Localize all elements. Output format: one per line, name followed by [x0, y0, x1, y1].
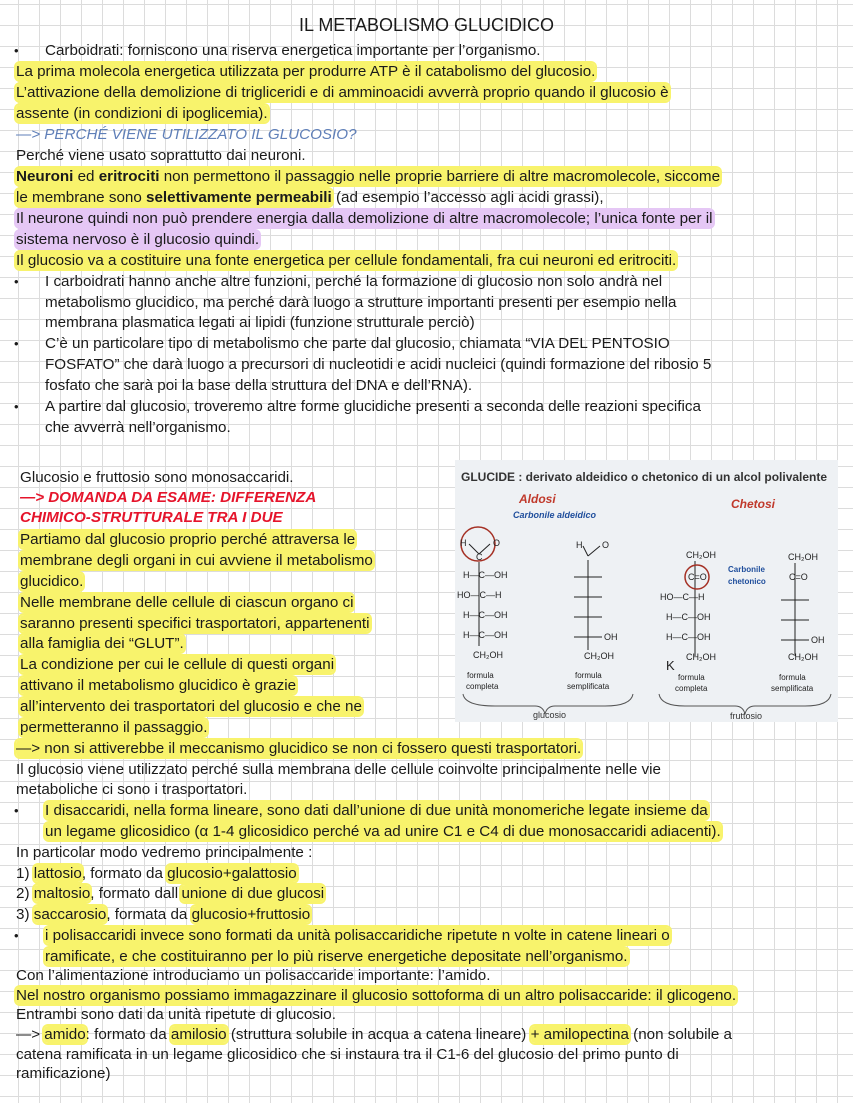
question-heading: —> PERCHÉ VIENE UTILIZZATO IL GLUCOSIO?: [16, 126, 357, 143]
label-carbonile-aldeidico: Carbonile aldeidico: [513, 510, 597, 520]
atom-label: OH: [811, 635, 825, 645]
atom-label: CH₂OH: [686, 550, 716, 560]
bullet-marker: •: [14, 274, 19, 289]
formula-label: formula: [575, 671, 602, 680]
paragraph-glucosio-1: Partiamo dal glucosio proprio perché attraversa le: [20, 531, 356, 548]
term-maltosio: maltosio: [33, 885, 91, 902]
list-item-maltosio: [16, 884, 324, 903]
paragraph-atp: La prima molecola energetica utilizzata per produrre ATP è il catabolismo del glucosio.: [16, 63, 596, 80]
atom-label: C=O: [688, 572, 707, 582]
bullet-glucidiche-1: A partire dal glucosio, troveremo altre forme glucidiche presenti a seconda delle reazioni specifica: [45, 398, 701, 415]
atom-label: H—C—OH: [666, 612, 711, 622]
paragraph-glucosio-3: glucidico.: [20, 573, 84, 590]
text-fragment: ed: [73, 168, 99, 185]
atom-label: H: [460, 538, 467, 548]
bullet-polisaccaridi-1: i polisaccaridi invece sono formati da unità polisaccaridiche ripetute n volte in catene lineari o: [45, 927, 670, 944]
paragraph-neuroni-1: [16, 167, 720, 186]
k-mark: K: [666, 658, 675, 673]
paragraph-glicogeno: Nel nostro organismo possiamo immagazzinare il glucosio sottoforma di un altro polisaccaride: il glicogeno.: [16, 987, 737, 1004]
list-number: 1): [16, 865, 34, 882]
text-fragment: non permettono il passaggio nelle proprie barriere di altre macromolecole, siccome: [159, 168, 721, 185]
text-fragment: , formata da: [106, 906, 192, 923]
term-unione-glucosi: unione di due glucosi: [181, 885, 325, 902]
atom-label: H—C—OH: [463, 630, 508, 640]
text-fragment: : formato da: [85, 1026, 171, 1043]
bullet-marker: •: [14, 336, 19, 351]
text-fragment: , formato dall’: [90, 885, 182, 902]
label-carbonile: Carbonile: [728, 565, 765, 574]
paragraph-glut-2: saranno presenti specifici trasportatori, appartenenti: [20, 615, 370, 632]
arrow-text: —>: [16, 1026, 45, 1043]
bullet-marker: •: [14, 399, 19, 414]
text-fragment: , formato da: [81, 865, 168, 882]
term-saccarosio: saccarosio: [33, 906, 107, 923]
atom-label: C=O: [789, 572, 808, 582]
paragraph-carboidrati: Carboidrati: forniscono una riserva energetica importante per l’organismo.: [45, 42, 541, 59]
paragraph-ramificazione: ramificazione): [16, 1065, 111, 1082]
completa-label: completa: [675, 684, 708, 693]
paragraph-trasportatori: —> non si attiverebbe il meccanismo glucidico se non ci fossero questi trasportatori.: [16, 740, 582, 757]
page-title: IL METABOLISMO GLUCIDICO: [298, 15, 555, 35]
atom-label: OH: [604, 632, 618, 642]
label-chetosi: Chetosi: [731, 497, 776, 511]
bond: [583, 546, 588, 556]
paragraph-vie-metaboliche-2: metaboliche ci sono i trasportatori.: [16, 781, 248, 798]
text-fragment: (struttura solubile in acqua a catena lineare): [226, 1026, 531, 1043]
text-fragment: (non solubile a: [628, 1026, 732, 1043]
atom-label: CH₂OH: [788, 552, 818, 562]
atom-label: O: [493, 538, 501, 548]
atom-label: H—C—OH: [666, 632, 711, 642]
atom-label: HO—C—H: [457, 590, 502, 600]
bullet-marker: •: [14, 803, 19, 818]
paragraph-condizione-1: La condizione per cui le cellule di questi organi: [20, 656, 335, 673]
bullet-disaccaridi-2: un legame glicosidico (α 1-4 glicosidico perché va ad unire C1 e C4 di due monosaccaridi adiacenti).: [45, 823, 721, 840]
paragraph-unita-ripetute: Entrambi sono dati da unità ripetute di glucosio.: [16, 1006, 336, 1023]
label-glucosio: glucosio: [533, 710, 567, 720]
glucide-figure: [455, 460, 838, 722]
paragraph-attivazione-2: assente (in condizioni di ipoglicemia).: [16, 105, 268, 122]
atom-label: H—C—OH: [463, 610, 508, 620]
bullet-polisaccaridi-2: ramificate, e che costituiranno per lo più riserve energetiche depositate nell’organismo.: [45, 948, 628, 965]
term-eritrociti: eritrociti: [98, 168, 160, 185]
paragraph-attivazione-1: L’attivazione della demolizione di trigliceridi e di amminoacidi avverrà proprio quando il glucosio è: [16, 84, 669, 101]
paragraph-glut-3: alla famiglia dei “GLUT”.: [20, 635, 184, 652]
glucide-diagram: [455, 460, 838, 722]
bullet-carboidrati-2: metabolismo glucidico, ma perché darà luogo a strutture importanti presenti per esempio nella: [45, 294, 677, 311]
fructose-full-formula: [660, 550, 766, 693]
list-item-saccarosio: [16, 905, 310, 924]
text-fragment: (ad esempio l’accesso agli acidi grassi),: [331, 189, 604, 206]
label-aldosi: Aldosi: [519, 492, 556, 506]
label-chetonico: chetonico: [728, 577, 766, 586]
paragraph-vie-metaboliche-1: Il glucosio viene utilizzato perché sulla membrana delle cellule coinvolte principalmente nelle vie: [16, 761, 661, 778]
term-amilosio: amilosio: [170, 1026, 227, 1043]
paragraph-neuroni-2: [16, 188, 604, 207]
exam-question-2: CHIMICO-STRUTTURALE TRA I DUE: [20, 509, 283, 526]
figure-title: GLUCIDE : derivato aldeidico o chetonico di un alcol polivalente: [461, 470, 828, 484]
paragraph-fonte-energetica: Il glucosio va a costituire una fonte energetica per cellule fondamentali, fra cui neuroni ed eritrociti.: [16, 252, 677, 269]
bullet-pentosio-3: fosfato che sarà poi la base della struttura del DNA e dell’RNA).: [45, 377, 473, 394]
formula-label: formula: [467, 671, 494, 680]
paragraph-ramificata: catena ramificata in un legame glicosidico che si instaura tra il C1-6 del glucosio del primo punto di: [16, 1046, 679, 1063]
paragraph-condizione-3: all’intervento dei trasportatori del glucosio e che ne: [20, 698, 362, 715]
paragraph-amido: Con l’alimentazione introduciamo un polisaccaride importante: l’amido.: [16, 967, 491, 984]
paragraph-condizione-2: attivano il metabolismo glucidico è grazie: [20, 677, 297, 694]
term-selettivamente-permeabili: selettivamente permeabili: [146, 189, 332, 206]
paragraph-vedremo: In particolar modo vedremo principalmente :: [16, 844, 313, 861]
list-number: 3): [16, 906, 34, 923]
bullet-pentosio-2: FOSFATO” che darà luogo a precursori di nucleotidi e acidi nucleici (quindi formazione del ribosio 5: [45, 356, 712, 373]
term-neuroni: Neuroni: [16, 168, 74, 185]
list-item-lattosio: [16, 864, 297, 883]
paragraph-neuroni-intro: Perché viene usato soprattutto dai neuroni.: [16, 147, 306, 164]
bullet-marker: •: [14, 43, 19, 58]
fructose-simplified-formula: [771, 552, 825, 693]
atom-label: HO—C—H: [660, 592, 705, 602]
label-fruttosio: fruttosio: [730, 711, 763, 721]
atom-label: O: [602, 540, 610, 550]
completa-label: completa: [466, 682, 499, 691]
list-number: 2): [16, 885, 34, 902]
paragraph-amilosio: [16, 1025, 732, 1044]
text-fragment: le membrane sono: [16, 189, 147, 206]
term-amilopectina: + amilopectina: [530, 1026, 629, 1043]
atom-label: CH₂OH: [473, 650, 503, 660]
paragraph-glucosio-2: membrane degli organi in cui avviene il metabolismo: [20, 552, 373, 569]
atom-label: CH₂OH: [788, 652, 818, 662]
atom-label: H: [576, 540, 583, 550]
paragraph-monosaccaridi: Glucosio e fruttosio sono monosaccaridi.: [20, 469, 294, 486]
bullet-marker: •: [14, 928, 19, 943]
paragraph-neurone-2: sistema nervoso è il glucosio quindi.: [16, 231, 260, 248]
atom-label: H—C—OH: [463, 570, 508, 580]
exam-question-1: —> DOMANDA DA ESAME: DIFFERENZA: [20, 489, 317, 506]
term-glucosio-galattosio: glucosio+galattosio: [167, 865, 297, 882]
term-glucosio-fruttosio: glucosio+fruttosio: [191, 906, 311, 923]
semplificata-label: semplificata: [771, 684, 814, 693]
bullet-pentosio-1: C’è un particolare tipo di metabolismo che parte dal glucosio, chiamata “VIA DEL PENTOSIO: [45, 335, 670, 352]
atom-label: C: [476, 552, 483, 562]
semplificata-label: semplificata: [567, 682, 610, 691]
formula-label: formula: [779, 673, 806, 682]
bullet-carboidrati-1: I carboidrati hanno anche altre funzioni, perché la formazione di glucosio non solo andrà nel: [45, 273, 663, 290]
bullet-carboidrati-3: membrana plasmatica legati ai lipidi (funzione strutturale perciò): [45, 314, 475, 331]
atom-label: CH₂OH: [584, 651, 614, 661]
glucose-full-formula: [457, 527, 508, 691]
paragraph-glut-1: Nelle membrane delle cellule di ciascun organo ci: [20, 594, 354, 611]
bullet-glucidiche-2: che avverrà nell’organismo.: [45, 419, 231, 436]
paragraph-neurone-1: Il neurone quindi non può prendere energia dalla demolizione di altre macromolecole; l’unica fonte per il: [16, 210, 713, 227]
term-amido: amido: [44, 1026, 86, 1043]
formula-label: formula: [678, 673, 705, 682]
atom-label: CH₂OH: [686, 652, 716, 662]
paragraph-condizione-4: permetteranno il passaggio.: [20, 719, 208, 736]
glucose-simplified-formula: [567, 540, 618, 691]
term-lattosio: lattosio: [33, 865, 82, 882]
bond: [588, 546, 600, 556]
bullet-disaccaridi-1: I disaccaridi, nella forma lineare, sono dati dall’unione di due unità monomeriche legate insieme da: [45, 802, 708, 819]
